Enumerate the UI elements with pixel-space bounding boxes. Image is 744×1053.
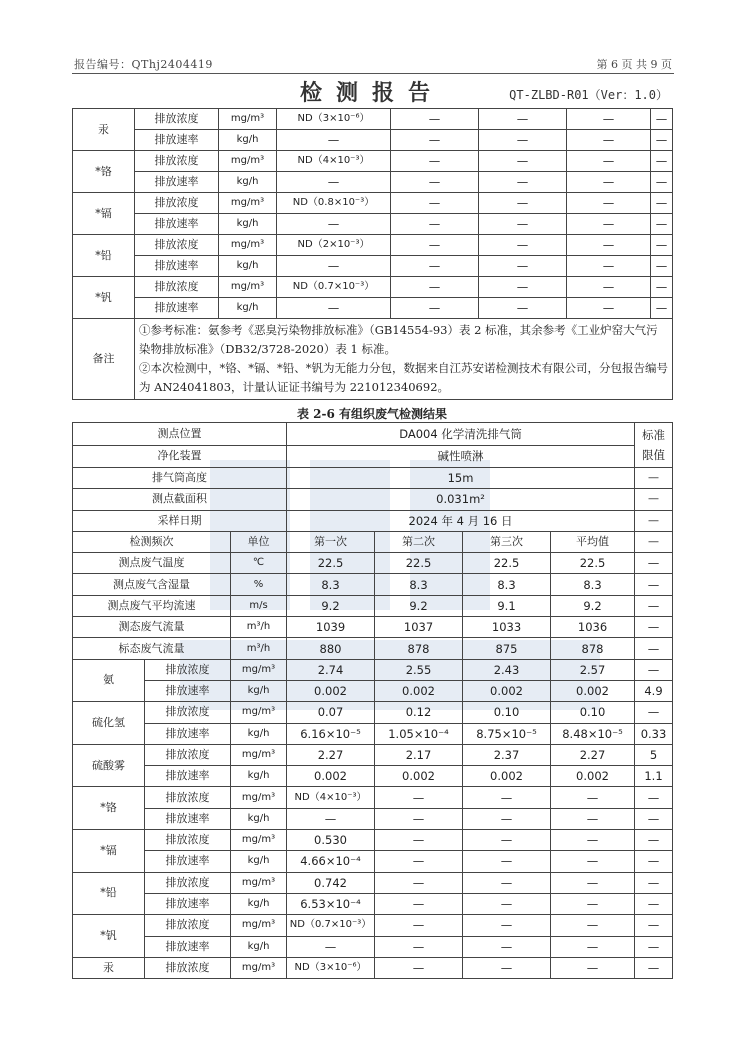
value-1: ND（4×10⁻³） <box>287 787 375 808</box>
value-avg: 2.27 <box>551 744 635 765</box>
item-cell: 排放浓度 <box>145 659 231 680</box>
item-cell: 排放浓度 <box>145 872 231 893</box>
unit-cell: kg/h <box>219 256 277 277</box>
value-2: 2.55 <box>375 659 463 680</box>
table-row <box>73 915 673 936</box>
header-unit: 单位 <box>231 531 287 552</box>
info-label: 排气筒高度 <box>73 468 287 489</box>
value-std: — <box>635 638 673 659</box>
table-row <box>73 595 673 616</box>
value-2: — <box>375 808 463 829</box>
item-cell: 排放浓度 <box>145 957 231 978</box>
item-cell: 排放速率 <box>145 893 231 914</box>
table-row <box>73 680 673 701</box>
table-row <box>73 172 673 193</box>
info-label: 净化装置 <box>73 445 287 468</box>
unit-cell: kg/h <box>231 808 287 829</box>
value-std: — <box>651 298 673 319</box>
unit-cell: kg/h <box>231 680 287 701</box>
value-std: — <box>635 595 673 616</box>
table-row <box>73 830 673 851</box>
value-2: 1.05×10⁻⁴ <box>375 723 463 744</box>
unit-cell: mg/m³ <box>219 235 277 256</box>
unit-cell: mg/m³ <box>231 659 287 680</box>
info-value: 15m <box>287 468 635 489</box>
value-1: — <box>287 808 375 829</box>
value-std: — <box>651 130 673 151</box>
item-cell: 排放速率 <box>145 723 231 744</box>
pollutant-name: *铅 <box>73 872 145 915</box>
value-3: — <box>479 277 567 298</box>
value-3: 0.10 <box>463 702 551 723</box>
table-row <box>73 445 673 468</box>
value-std: — <box>635 702 673 723</box>
header-first: 第一次 <box>287 531 375 552</box>
note-text <box>135 319 673 400</box>
value-std: — <box>635 893 673 914</box>
value-1: — <box>277 172 391 193</box>
value-1: ND（0.7×10⁻³） <box>277 277 391 298</box>
value-1: ND（3×10⁻⁶） <box>277 109 391 130</box>
param-unit: % <box>231 574 287 595</box>
table-row <box>73 638 673 659</box>
value-std: — <box>635 851 673 872</box>
value-avg: 0.002 <box>551 680 635 701</box>
table-row <box>73 298 673 319</box>
value-3: — <box>479 193 567 214</box>
item-cell: 排放浓度 <box>135 151 219 172</box>
unit-cell: kg/h <box>219 214 277 235</box>
value-3: — <box>479 109 567 130</box>
param-label: 测态废气流量 <box>73 617 231 638</box>
value-avg: — <box>567 298 651 319</box>
value-2: 9.2 <box>375 595 463 616</box>
value-1: 2.27 <box>287 744 375 765</box>
value-2: 0.002 <box>375 680 463 701</box>
value-2: — <box>391 172 479 193</box>
value-avg: — <box>567 109 651 130</box>
value-1: — <box>277 256 391 277</box>
value-2: 0.12 <box>375 702 463 723</box>
table-row <box>73 109 673 130</box>
value-3: — <box>463 893 551 914</box>
unit-cell: mg/m³ <box>231 702 287 723</box>
value-3: — <box>463 957 551 978</box>
header-second: 第二次 <box>375 531 463 552</box>
value-std: — <box>651 256 673 277</box>
value-1: 6.53×10⁻⁴ <box>287 893 375 914</box>
value-3: 8.3 <box>463 574 551 595</box>
value-std: — <box>635 915 673 936</box>
table-row <box>73 702 673 723</box>
value-avg: — <box>567 235 651 256</box>
info-std: — <box>635 510 673 531</box>
doc-code: QT-ZLBD-R01（Ver：1.0） <box>509 88 668 102</box>
value-3: — <box>479 298 567 319</box>
pollutant-name: *铅 <box>73 235 135 277</box>
item-cell: 排放速率 <box>145 680 231 701</box>
value-avg: — <box>551 936 635 957</box>
note-label: 备注 <box>73 319 135 400</box>
table-row <box>73 766 673 787</box>
value-2: 878 <box>375 638 463 659</box>
unit-cell: mg/m³ <box>231 744 287 765</box>
value-avg: — <box>551 957 635 978</box>
value-2: — <box>391 151 479 172</box>
value-avg: 8.48×10⁻⁵ <box>551 723 635 744</box>
report-number: 报告编号：QThj2404419 <box>74 58 213 71</box>
info-value: 0.031m² <box>287 489 635 510</box>
table-2-6-caption: 表 2-6 有组织废气检测结果 <box>296 407 448 421</box>
value-3: 1033 <box>463 617 551 638</box>
unit-cell: kg/h <box>219 298 277 319</box>
value-std: 4.9 <box>635 680 673 701</box>
value-3: — <box>463 830 551 851</box>
value-avg: 0.10 <box>551 702 635 723</box>
param-unit: m³/h <box>231 638 287 659</box>
value-1: — <box>287 936 375 957</box>
value-3: — <box>479 130 567 151</box>
table-row <box>73 277 673 298</box>
pollutant-name: 汞 <box>73 109 135 151</box>
param-label: 测点废气平均流速 <box>73 595 231 616</box>
value-2: — <box>391 109 479 130</box>
unit-cell: mg/m³ <box>219 193 277 214</box>
table-row <box>73 489 673 510</box>
value-3: 8.75×10⁻⁵ <box>463 723 551 744</box>
value-avg: — <box>567 193 651 214</box>
value-avg: 2.57 <box>551 659 635 680</box>
value-1: 1039 <box>287 617 375 638</box>
value-std: 0.33 <box>635 723 673 744</box>
item-cell: 排放速率 <box>145 808 231 829</box>
value-2: 1037 <box>375 617 463 638</box>
unit-cell: kg/h <box>231 766 287 787</box>
value-2: — <box>375 872 463 893</box>
value-std: — <box>635 872 673 893</box>
value-3: — <box>479 151 567 172</box>
pollutant-name: 汞 <box>73 957 145 978</box>
value-1: — <box>277 214 391 235</box>
table-row <box>73 193 673 214</box>
table-row <box>73 957 673 978</box>
param-label: 测点废气温度 <box>73 553 231 574</box>
pollutant-name: *钒 <box>73 277 135 319</box>
header-avg: 平均值 <box>551 531 635 552</box>
value-2: — <box>375 830 463 851</box>
item-cell: 排放浓度 <box>145 830 231 851</box>
value-avg: 878 <box>551 638 635 659</box>
param-unit: ℃ <box>231 553 287 574</box>
value-avg: — <box>567 151 651 172</box>
unit-cell: kg/h <box>219 130 277 151</box>
pollutant-name: *镉 <box>73 830 145 873</box>
table-row <box>73 553 673 574</box>
unit-cell: mg/m³ <box>219 277 277 298</box>
value-std: 5 <box>635 744 673 765</box>
value-2: — <box>391 298 479 319</box>
value-3: — <box>479 235 567 256</box>
table-row <box>73 744 673 765</box>
info-std: — <box>635 489 673 510</box>
value-1: 880 <box>287 638 375 659</box>
value-3: — <box>463 851 551 872</box>
info-value: 2024 年 4 月 16 日 <box>287 510 635 531</box>
header-third: 第三次 <box>463 531 551 552</box>
table-row <box>73 787 673 808</box>
value-avg: — <box>551 893 635 914</box>
value-avg: — <box>567 256 651 277</box>
table-row <box>73 936 673 957</box>
value-std: — <box>635 574 673 595</box>
value-1: 4.66×10⁻⁴ <box>287 851 375 872</box>
value-avg: — <box>551 872 635 893</box>
table-row <box>73 872 673 893</box>
note-1: ①参考标准：氨参考《恶臭污染物排放标准》（GB14554-93）表 2 标准，其余参考《工业炉窑大气污染物排放标准》（DB32/3728-2020）表 1 标准。 <box>139 323 658 356</box>
value-3: 2.37 <box>463 744 551 765</box>
value-1: ND（2×10⁻³） <box>277 235 391 256</box>
item-cell: 排放浓度 <box>135 109 219 130</box>
value-3: — <box>463 872 551 893</box>
value-1: ND（4×10⁻³） <box>277 151 391 172</box>
value-avg: 1036 <box>551 617 635 638</box>
item-cell: 排放速率 <box>135 298 219 319</box>
table-row <box>73 468 673 489</box>
value-1: ND（3×10⁻⁶） <box>287 957 375 978</box>
value-1: 0.530 <box>287 830 375 851</box>
item-cell: 排放速率 <box>135 256 219 277</box>
table-row <box>73 851 673 872</box>
value-std: — <box>651 172 673 193</box>
value-3: — <box>463 808 551 829</box>
header-freq: 检测频次 <box>73 531 231 552</box>
value-2: — <box>391 193 479 214</box>
value-1: ND（0.8×10⁻³） <box>277 193 391 214</box>
info-label: 测点位置 <box>73 423 287 446</box>
value-2: 22.5 <box>375 553 463 574</box>
value-std: — <box>651 109 673 130</box>
value-2: — <box>391 130 479 151</box>
unit-cell: mg/m³ <box>219 109 277 130</box>
info-label: 测点截面积 <box>73 489 287 510</box>
pollutant-name: *镉 <box>73 193 135 235</box>
table-row <box>73 510 673 531</box>
value-std: 1.1 <box>635 766 673 787</box>
value-1: 2.74 <box>287 659 375 680</box>
value-1: 0.07 <box>287 702 375 723</box>
value-std: — <box>635 659 673 680</box>
value-1: 22.5 <box>287 553 375 574</box>
value-std: — <box>635 553 673 574</box>
value-2: — <box>391 214 479 235</box>
item-cell: 排放浓度 <box>135 277 219 298</box>
table-row <box>73 130 673 151</box>
table-row <box>73 531 673 552</box>
value-1: 0.742 <box>287 872 375 893</box>
value-2: 0.002 <box>375 766 463 787</box>
info-value: DA004 化学清洗排气筒 <box>287 423 635 446</box>
value-std: — <box>635 957 673 978</box>
item-cell: 排放浓度 <box>135 235 219 256</box>
item-cell: 排放浓度 <box>135 193 219 214</box>
value-1: 0.002 <box>287 680 375 701</box>
value-2: 2.17 <box>375 744 463 765</box>
table-row <box>73 256 673 277</box>
note-2: ②本次检测中，*铬、*镉、*铅、*钒为无能力分包，数据来自江苏安诺检测技术有限公司，分包报告编号为 AN24041803，计量认证证书编号为 221012340692。 <box>139 361 668 394</box>
value-avg: — <box>551 808 635 829</box>
value-1: 6.16×10⁻⁵ <box>287 723 375 744</box>
header-std: — <box>635 531 673 552</box>
item-cell: 排放速率 <box>145 851 231 872</box>
unit-cell: mg/m³ <box>219 151 277 172</box>
item-cell: 排放速率 <box>145 766 231 787</box>
table-row <box>73 151 673 172</box>
value-std: — <box>651 193 673 214</box>
value-std: — <box>635 617 673 638</box>
item-cell: 排放速率 <box>135 214 219 235</box>
value-3: 22.5 <box>463 553 551 574</box>
item-cell: 排放浓度 <box>145 787 231 808</box>
value-1: — <box>277 130 391 151</box>
value-3: — <box>463 915 551 936</box>
param-unit: m/s <box>231 595 287 616</box>
unit-cell: kg/h <box>231 936 287 957</box>
unit-cell: kg/h <box>231 723 287 744</box>
table-1-continued <box>72 108 673 400</box>
value-3: — <box>479 172 567 193</box>
item-cell: 排放浓度 <box>145 915 231 936</box>
value-avg: — <box>567 214 651 235</box>
value-avg: 0.002 <box>551 766 635 787</box>
table-row <box>73 808 673 829</box>
value-2: — <box>375 915 463 936</box>
unit-cell: kg/h <box>219 172 277 193</box>
value-3: 9.1 <box>463 595 551 616</box>
unit-cell: mg/m³ <box>231 915 287 936</box>
table-row <box>73 574 673 595</box>
value-3: — <box>463 936 551 957</box>
value-3: — <box>463 787 551 808</box>
value-avg: — <box>551 851 635 872</box>
value-2: — <box>391 277 479 298</box>
value-1: 0.002 <box>287 766 375 787</box>
std-limit-header: 标准限值 <box>635 423 673 468</box>
unit-cell: mg/m³ <box>231 787 287 808</box>
value-3: 0.002 <box>463 766 551 787</box>
table-row <box>73 659 673 680</box>
value-avg: 8.3 <box>551 574 635 595</box>
table-row <box>73 214 673 235</box>
value-std: — <box>651 277 673 298</box>
unit-cell: kg/h <box>231 851 287 872</box>
value-3: 2.43 <box>463 659 551 680</box>
value-std: — <box>651 235 673 256</box>
value-1: ND（0.7×10⁻³） <box>287 915 375 936</box>
value-2: — <box>375 851 463 872</box>
value-2: — <box>375 787 463 808</box>
item-cell: 排放速率 <box>135 130 219 151</box>
pollutant-name: *铬 <box>73 787 145 830</box>
info-label: 采样日期 <box>73 510 287 531</box>
value-avg: — <box>551 915 635 936</box>
item-cell: 排放速率 <box>135 172 219 193</box>
value-1: 9.2 <box>287 595 375 616</box>
value-avg: 22.5 <box>551 553 635 574</box>
value-std: — <box>635 936 673 957</box>
value-2: — <box>375 957 463 978</box>
item-cell: 排放速率 <box>145 936 231 957</box>
page-info: 第 6 页 共 9 页 <box>596 58 672 71</box>
param-unit: m³/h <box>231 617 287 638</box>
pollutant-name: 硫酸雾 <box>73 744 145 787</box>
value-avg: — <box>567 277 651 298</box>
table-row <box>73 423 673 446</box>
value-avg: 9.2 <box>551 595 635 616</box>
value-2: 8.3 <box>375 574 463 595</box>
unit-cell: kg/h <box>231 893 287 914</box>
table-2-6 <box>72 422 673 979</box>
unit-cell: mg/m³ <box>231 830 287 851</box>
param-label: 测点废气含湿量 <box>73 574 231 595</box>
report-title: 检测报告 <box>299 80 444 106</box>
item-cell: 排放浓度 <box>145 744 231 765</box>
value-3: — <box>479 256 567 277</box>
unit-cell: mg/m³ <box>231 872 287 893</box>
value-avg: — <box>567 172 651 193</box>
info-value: 碱性喷淋 <box>287 445 635 468</box>
table-row <box>73 235 673 256</box>
info-std: — <box>635 468 673 489</box>
table-row <box>73 893 673 914</box>
value-3: 875 <box>463 638 551 659</box>
pollutant-name: 氨 <box>73 659 145 702</box>
value-std: — <box>651 214 673 235</box>
value-avg: — <box>567 130 651 151</box>
value-avg: — <box>551 787 635 808</box>
value-2: — <box>375 936 463 957</box>
value-avg: — <box>551 830 635 851</box>
unit-cell: mg/m³ <box>231 957 287 978</box>
table-row <box>73 723 673 744</box>
table-row <box>73 319 673 400</box>
value-1: 8.3 <box>287 574 375 595</box>
value-std: — <box>651 151 673 172</box>
value-2: — <box>391 235 479 256</box>
table-row <box>73 617 673 638</box>
pollutant-name: *铬 <box>73 151 135 193</box>
item-cell: 排放浓度 <box>145 702 231 723</box>
value-std: — <box>635 787 673 808</box>
param-label: 标态废气流量 <box>73 638 231 659</box>
value-std: — <box>635 808 673 829</box>
pollutant-name: 硫化氢 <box>73 702 145 745</box>
value-3: 0.002 <box>463 680 551 701</box>
value-2: — <box>391 256 479 277</box>
pollutant-name: *钒 <box>73 915 145 958</box>
header-rule <box>72 73 674 74</box>
value-1: — <box>277 298 391 319</box>
value-3: — <box>479 214 567 235</box>
value-2: — <box>375 893 463 914</box>
value-std: — <box>635 830 673 851</box>
